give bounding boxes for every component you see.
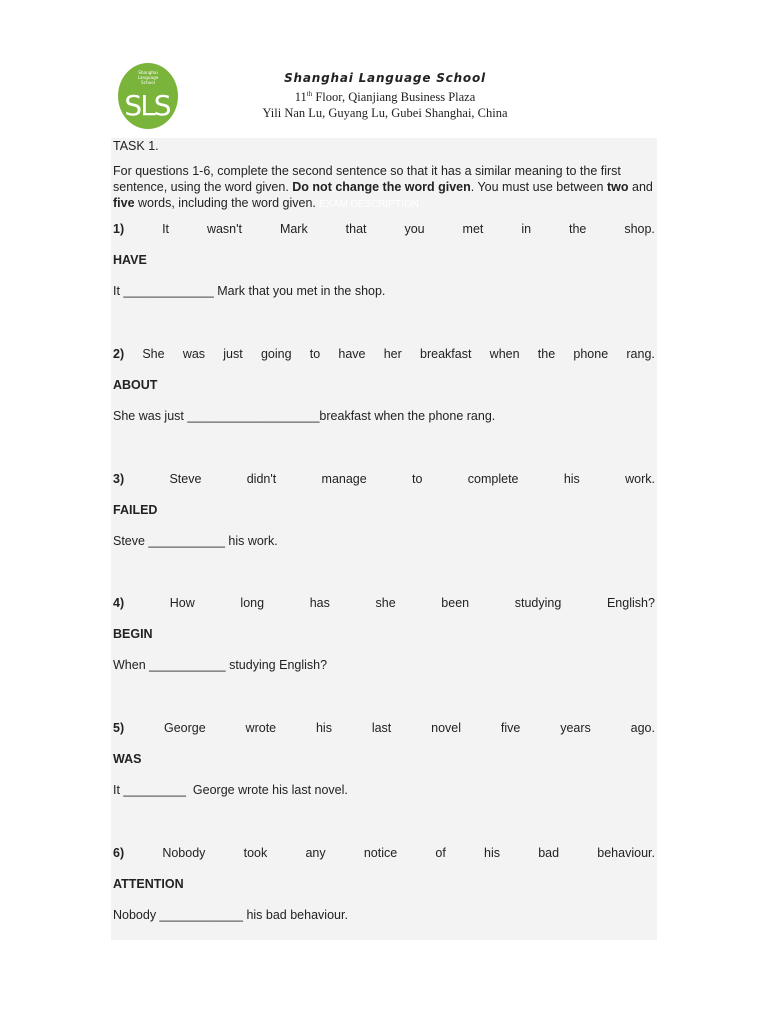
question-word: breakfast [420,346,472,361]
question-5-answer-line[interactable]: It _________ George wrote his last novel. [113,783,348,798]
question-word: that [345,222,367,236]
question-word: years [560,721,591,736]
logo-text-2: Language [137,75,159,80]
question-6-answer-line[interactable]: Nobody ____________ his bad behaviour. [113,908,348,922]
question-word: just [223,346,243,361]
address-line-2: Yili Nan Lu, Guyang Lu, Gubei Shanghai, China [262,106,508,121]
logo-text-3: School [141,80,155,85]
question-word: met [462,222,484,236]
logo-text-1: Shanghai [138,70,158,75]
question-word: have [338,346,366,361]
question-word: in [521,222,532,236]
question-number: 2) [113,346,125,361]
task-panel [111,138,657,940]
question-4-keyword: BEGIN [113,627,153,642]
question-word: shop. [624,222,655,236]
question-4-answer-line[interactable]: When ___________ studying English? [113,658,328,673]
question-word: English? [606,596,655,611]
question-word: been [441,596,470,611]
question-word: didn't [246,471,277,486]
question-number: 4) [113,596,125,611]
address-line-1 [230,86,540,105]
question-word: to [412,471,423,486]
question-word: was [182,346,206,361]
floor-number: 11 [294,90,307,105]
question-5-sentence [113,721,655,735]
question-word: behaviour. [597,846,655,860]
question-word: rang. [626,346,655,361]
question-word: complete [467,471,519,486]
question-2-sentence [113,347,655,361]
question-1-sentence [113,222,655,236]
question-word: when [489,346,520,361]
question-word: phone [573,346,609,361]
question-word: studying [514,596,562,611]
question-word: Steve [169,471,202,486]
question-6-keyword: ATTENTION [113,877,184,891]
floor-suffix: th [306,90,313,98]
question-word: of [435,846,446,860]
question-word: his [484,846,501,860]
question-word: she [375,596,396,611]
question-3-sentence [113,472,655,486]
question-word: It [162,222,170,236]
instr-bold-1: Do not change the word given [292,180,471,194]
task-title: TASK 1. [113,139,159,153]
question-word: her [383,346,402,361]
instr-text-1: For questions 1-6, complete the second sentence so that it has a similar meaning to the first sentence, using the word given. [113,164,621,194]
question-word: manage [321,471,367,486]
logo-monogram: SLS [124,89,170,122]
question-word: has [309,596,330,611]
question-word: you [404,222,425,236]
question-word: work. [625,471,655,486]
instr-text-3: and [628,180,653,194]
question-number: 5) [113,721,125,736]
question-word: five [500,721,521,736]
question-6-sentence [113,846,655,860]
question-5-keyword: WAS [113,752,142,767]
question-1-keyword: HAVE [113,253,147,267]
instr-text-4: words, including the word given. [134,196,316,210]
question-number: 1) [113,222,125,236]
instr-text-2: . You must use between [470,180,607,194]
question-word: She [142,346,165,361]
question-word: bad [538,846,560,860]
question-word: wrote [245,721,277,736]
ghost-text: EXAM DESCRIPTION [319,199,419,210]
instr-bold-2: two [606,180,629,194]
question-word: ago. [630,721,655,736]
question-word: Nobody [162,846,206,860]
question-1-answer-line[interactable]: It _____________ Mark that you met in the shop. [113,284,386,298]
question-word: Mark [279,222,308,236]
school-logo [116,62,180,130]
question-word: long [240,596,265,611]
question-4-sentence [113,596,655,610]
address-rest: Floor, Qianjiang Business Plaza [312,90,476,105]
question-3-keyword: FAILED [113,502,158,517]
question-2-keyword: ABOUT [113,377,158,392]
question-word: to [309,346,321,361]
instr-bold-3: five [113,196,135,210]
question-word: his [315,721,332,736]
question-3-answer-line[interactable]: Steve ___________ his work. [113,533,278,548]
question-word: the [537,346,556,361]
question-word: his [563,471,580,486]
school-name: Shanghai Language School [284,71,486,85]
question-word: novel [431,721,462,736]
question-word: any [305,846,326,860]
question-word: the [569,222,587,236]
question-number: 6) [113,846,125,860]
question-word: took [243,846,268,860]
question-word: wasn't [206,222,242,236]
school-header [230,70,540,121]
question-word: notice [363,846,398,860]
question-word: going [260,346,292,361]
question-2-answer-line[interactable]: She was just ___________________breakfast when the phone rang. [113,408,496,423]
question-number: 3) [113,471,125,486]
question-word: last [371,721,392,736]
question-word: How [169,596,195,611]
task-instructions [113,163,655,213]
question-word: George [163,721,206,736]
